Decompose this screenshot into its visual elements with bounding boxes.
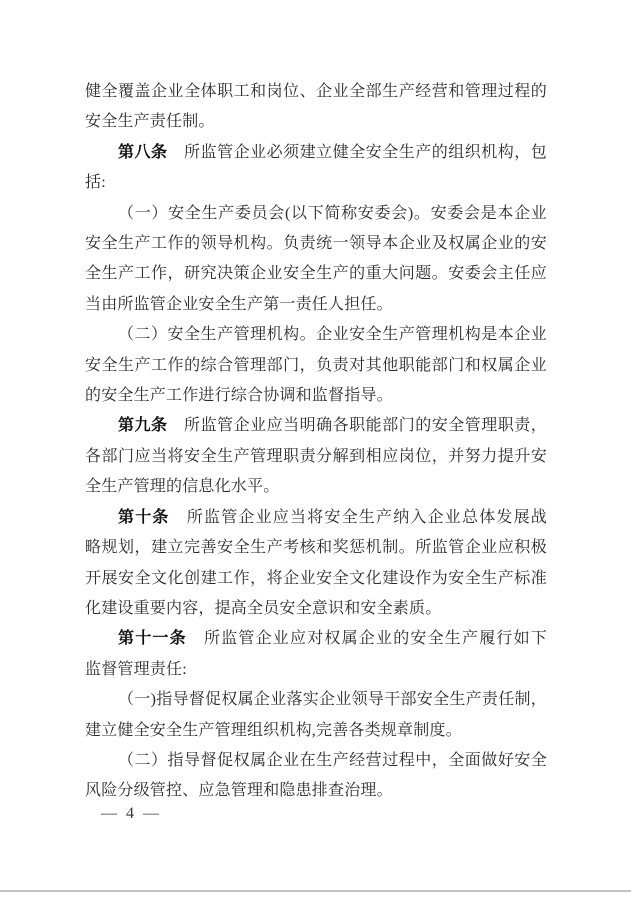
- text-segment: 全生产管理的信息化水平。: [85, 478, 280, 496]
- text-line: [85, 594, 547, 624]
- text-segment: 建立健全安全生产管理组织机构,完善各类规章制度。: [85, 721, 462, 739]
- text-segment: 略规划，建立完善安全生产考核和奖惩机制。所监管企业应积极: [85, 539, 547, 557]
- page-number: — 4 —: [101, 805, 162, 822]
- text-segment: （二）指导督促权属企业在生产经营过程中，全面做好安全: [118, 751, 547, 769]
- text-line: [85, 199, 547, 229]
- text-line: [85, 685, 547, 715]
- text-segment: 的安全生产工作进行综合协调和监督指导。: [85, 387, 393, 405]
- text-line: [85, 229, 547, 259]
- text-line: [85, 381, 547, 411]
- text-segment: 所监管企业应当明确各职能部门的安全管理职责，: [167, 417, 547, 435]
- text-line: [85, 624, 547, 654]
- text-segment: 安全生产工作的领导机构。负责统一领导本企业及权属企业的安: [85, 235, 547, 253]
- text-line: [85, 351, 547, 381]
- text-line: [85, 564, 547, 594]
- text-line: [85, 259, 547, 289]
- text-segment: 当由所监管企业安全生产第一责任人担任。: [85, 295, 393, 313]
- document-body: [85, 77, 547, 807]
- text-segment: 各部门应当将安全生产管理职责分解到相应岗位，并努力提升安: [85, 447, 547, 465]
- text-line: [85, 533, 547, 563]
- page-bottom-edge: [0, 890, 631, 892]
- text-segment: 所监管企业应当将安全生产纳入企业总体发展战: [169, 508, 547, 526]
- text-segment: 化建设重要内容，提高全员安全意识和安全素质。: [85, 599, 442, 617]
- text-segment: 所监管企业应对权属企业的安全生产履行如下: [186, 630, 547, 648]
- text-line: [85, 503, 547, 533]
- text-segment: 括:: [85, 174, 106, 192]
- article-number: 第十条: [118, 508, 170, 526]
- text-segment: 全生产工作，研究决策企业安全生产的重大问题。安委会主任应: [85, 265, 547, 283]
- article-number: 第九条: [118, 417, 168, 435]
- text-segment: （二）安全生产管理机构。企业安全生产管理机构是本企业: [118, 326, 547, 344]
- text-line: [85, 442, 547, 472]
- text-segment: 风险分级管控、应急管理和隐患排查治理。: [85, 782, 393, 800]
- text-line: [85, 138, 547, 168]
- text-segment: （一）安全生产委员会(以下简称安委会)。安委会是本企业: [118, 204, 547, 222]
- text-segment: 安全生产工作的综合管理部门，负责对其他职能部门和权属企业: [85, 356, 547, 374]
- text-line: [85, 168, 547, 198]
- text-line: [85, 411, 547, 441]
- text-segment: 监督管理责任:: [85, 660, 187, 678]
- text-segment: 安全生产责任制。: [85, 113, 215, 131]
- text-line: [85, 776, 547, 806]
- text-line: [85, 320, 547, 350]
- text-segment: 健全覆盖企业全体职工和岗位、企业全部生产经营和管理过程的: [85, 83, 547, 100]
- article-number: 第十一条: [118, 630, 187, 648]
- text-line: [85, 746, 547, 776]
- text-line: [85, 107, 547, 137]
- text-line: [85, 290, 547, 320]
- text-segment: （一)指导督促权属企业落实企业领导干部安全生产责任制，: [118, 691, 547, 709]
- text-line: [85, 77, 547, 107]
- text-line: [85, 472, 547, 502]
- text-segment: 所监管企业必须建立健全安全生产的组织机构，包: [167, 143, 547, 161]
- text-segment: 开展安全文化创建工作，将企业安全文化建设作为安全生产标准: [85, 569, 547, 587]
- text-line: [85, 655, 547, 685]
- article-number: 第八条: [118, 143, 168, 161]
- text-line: [85, 716, 547, 746]
